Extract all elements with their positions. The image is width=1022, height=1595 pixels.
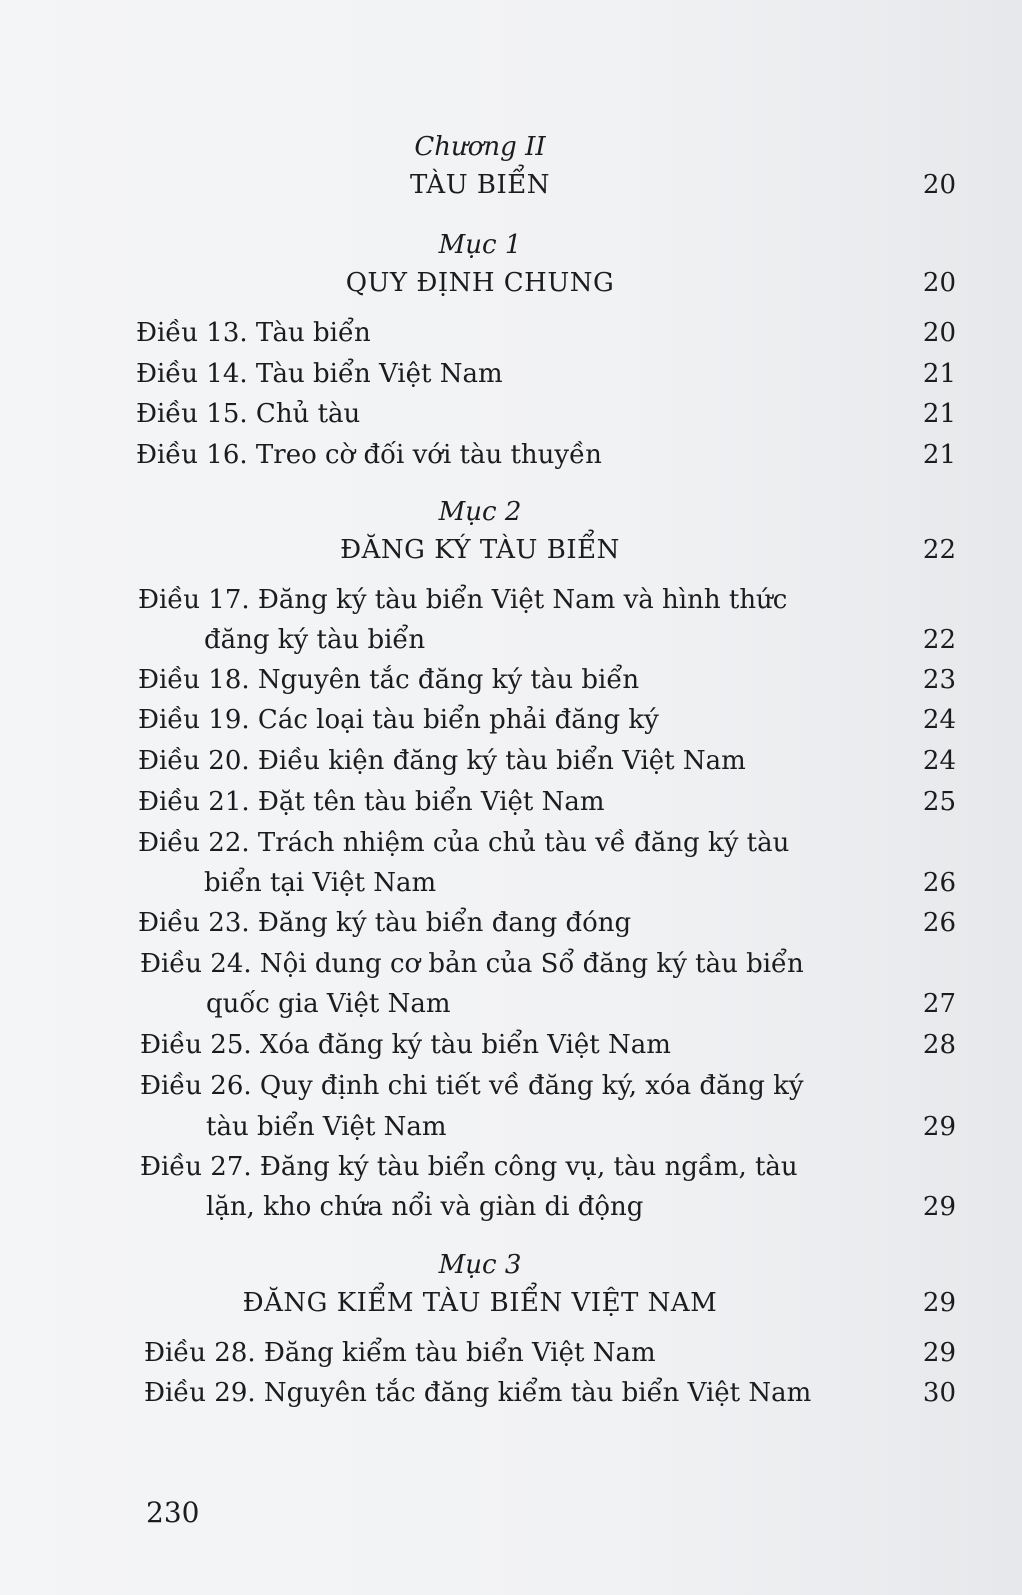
toc-entry-29: Điều 29. Nguyên tắc đăng kiểm tàu biển Việt Nam [144,1378,812,1408]
toc-page-15: 21 [922,399,956,429]
toc-entry-17: Điều 17. Đăng ký tàu biển Việt Nam và hình thức [138,585,788,615]
toc-entry-22: Điều 22. Trách nhiệm của chủ tàu về đăng ký tàu [138,828,790,858]
toc-page-16: 21 [922,440,956,470]
toc-entry-19: Điều 19. Các loại tàu biển phải đăng ký [138,705,659,735]
toc-entry-17-cont: đăng ký tàu biển [204,625,426,655]
toc-page-21: 25 [922,787,956,817]
toc-page-22: 26 [922,868,956,898]
toc-entry-25: Điều 25. Xóa đăng ký tàu biển Việt Nam [140,1030,671,1060]
toc-entry-27-cont: lặn, kho chứa nổi và giàn di động [206,1192,644,1222]
toc-page-25: 28 [922,1030,956,1060]
section-2-title: ĐĂNG KÝ TÀU BIỂN [340,535,620,565]
toc-entry-20: Điều 20. Điều kiện đăng ký tàu biển Việt Nam [138,746,746,776]
toc-entry-28: Điều 28. Đăng kiểm tàu biển Việt Nam [144,1338,656,1368]
toc-entry-27: Điều 27. Đăng ký tàu biển công vụ, tàu ngầm, tàu [140,1152,798,1182]
toc-entry-13: Điều 13. Tàu biển [136,318,371,348]
toc-entry-18: Điều 18. Nguyên tắc đăng ký tàu biển [138,665,640,695]
toc-page-18: 23 [922,665,956,695]
toc-entry-24: Điều 24. Nội dung cơ bản của Sổ đăng ký tàu biển [140,949,804,979]
toc-entry-22-cont: biển tại Việt Nam [204,868,437,898]
page-number: 230 [146,1496,200,1529]
toc-page-23: 26 [922,908,956,938]
chapter-label: Chương II [414,132,546,162]
toc-entry-14: Điều 14. Tàu biển Việt Nam [136,359,503,389]
section-2-label: Mục 2 [438,497,522,527]
toc-page-14: 21 [922,359,956,389]
section-3-title: ĐĂNG KIỂM TÀU BIỂN VIỆT NAM [242,1288,718,1318]
toc-page-29: 30 [922,1378,956,1408]
toc-entry-21: Điều 21. Đặt tên tàu biển Việt Nam [138,787,605,817]
toc-page-24: 27 [922,989,956,1019]
toc-entry-26: Điều 26. Quy định chi tiết về đăng ký, xóa đăng ký [140,1071,804,1101]
toc-page-27: 29 [922,1192,956,1222]
toc-page-19: 24 [922,705,956,735]
toc-entry-24-cont: quốc gia Việt Nam [206,989,451,1019]
toc-page-20: 24 [922,746,956,776]
toc-entry-16: Điều 16. Treo cờ đối với tàu thuyền [136,440,602,470]
section-1-title: QUY ĐỊNH CHUNG [345,268,615,298]
section-1-page: 20 [922,268,956,298]
toc-entry-26-cont: tàu biển Việt Nam [206,1112,447,1142]
section-3-page: 29 [922,1288,956,1318]
toc-page-28: 29 [922,1338,956,1368]
toc-entry-15: Điều 15. Chủ tàu [136,399,361,429]
toc-entry-23: Điều 23. Đăng ký tàu biển đang đóng [138,908,632,938]
toc-page-17: 22 [922,625,956,655]
section-3-label: Mục 3 [438,1250,522,1280]
toc-page-26: 29 [922,1112,956,1142]
toc-page-13: 20 [922,318,956,348]
chapter-page: 20 [922,170,956,200]
chapter-title: TÀU BIỂN [410,170,550,200]
section-1-label: Mục 1 [438,230,522,260]
section-2-page: 22 [922,535,956,565]
